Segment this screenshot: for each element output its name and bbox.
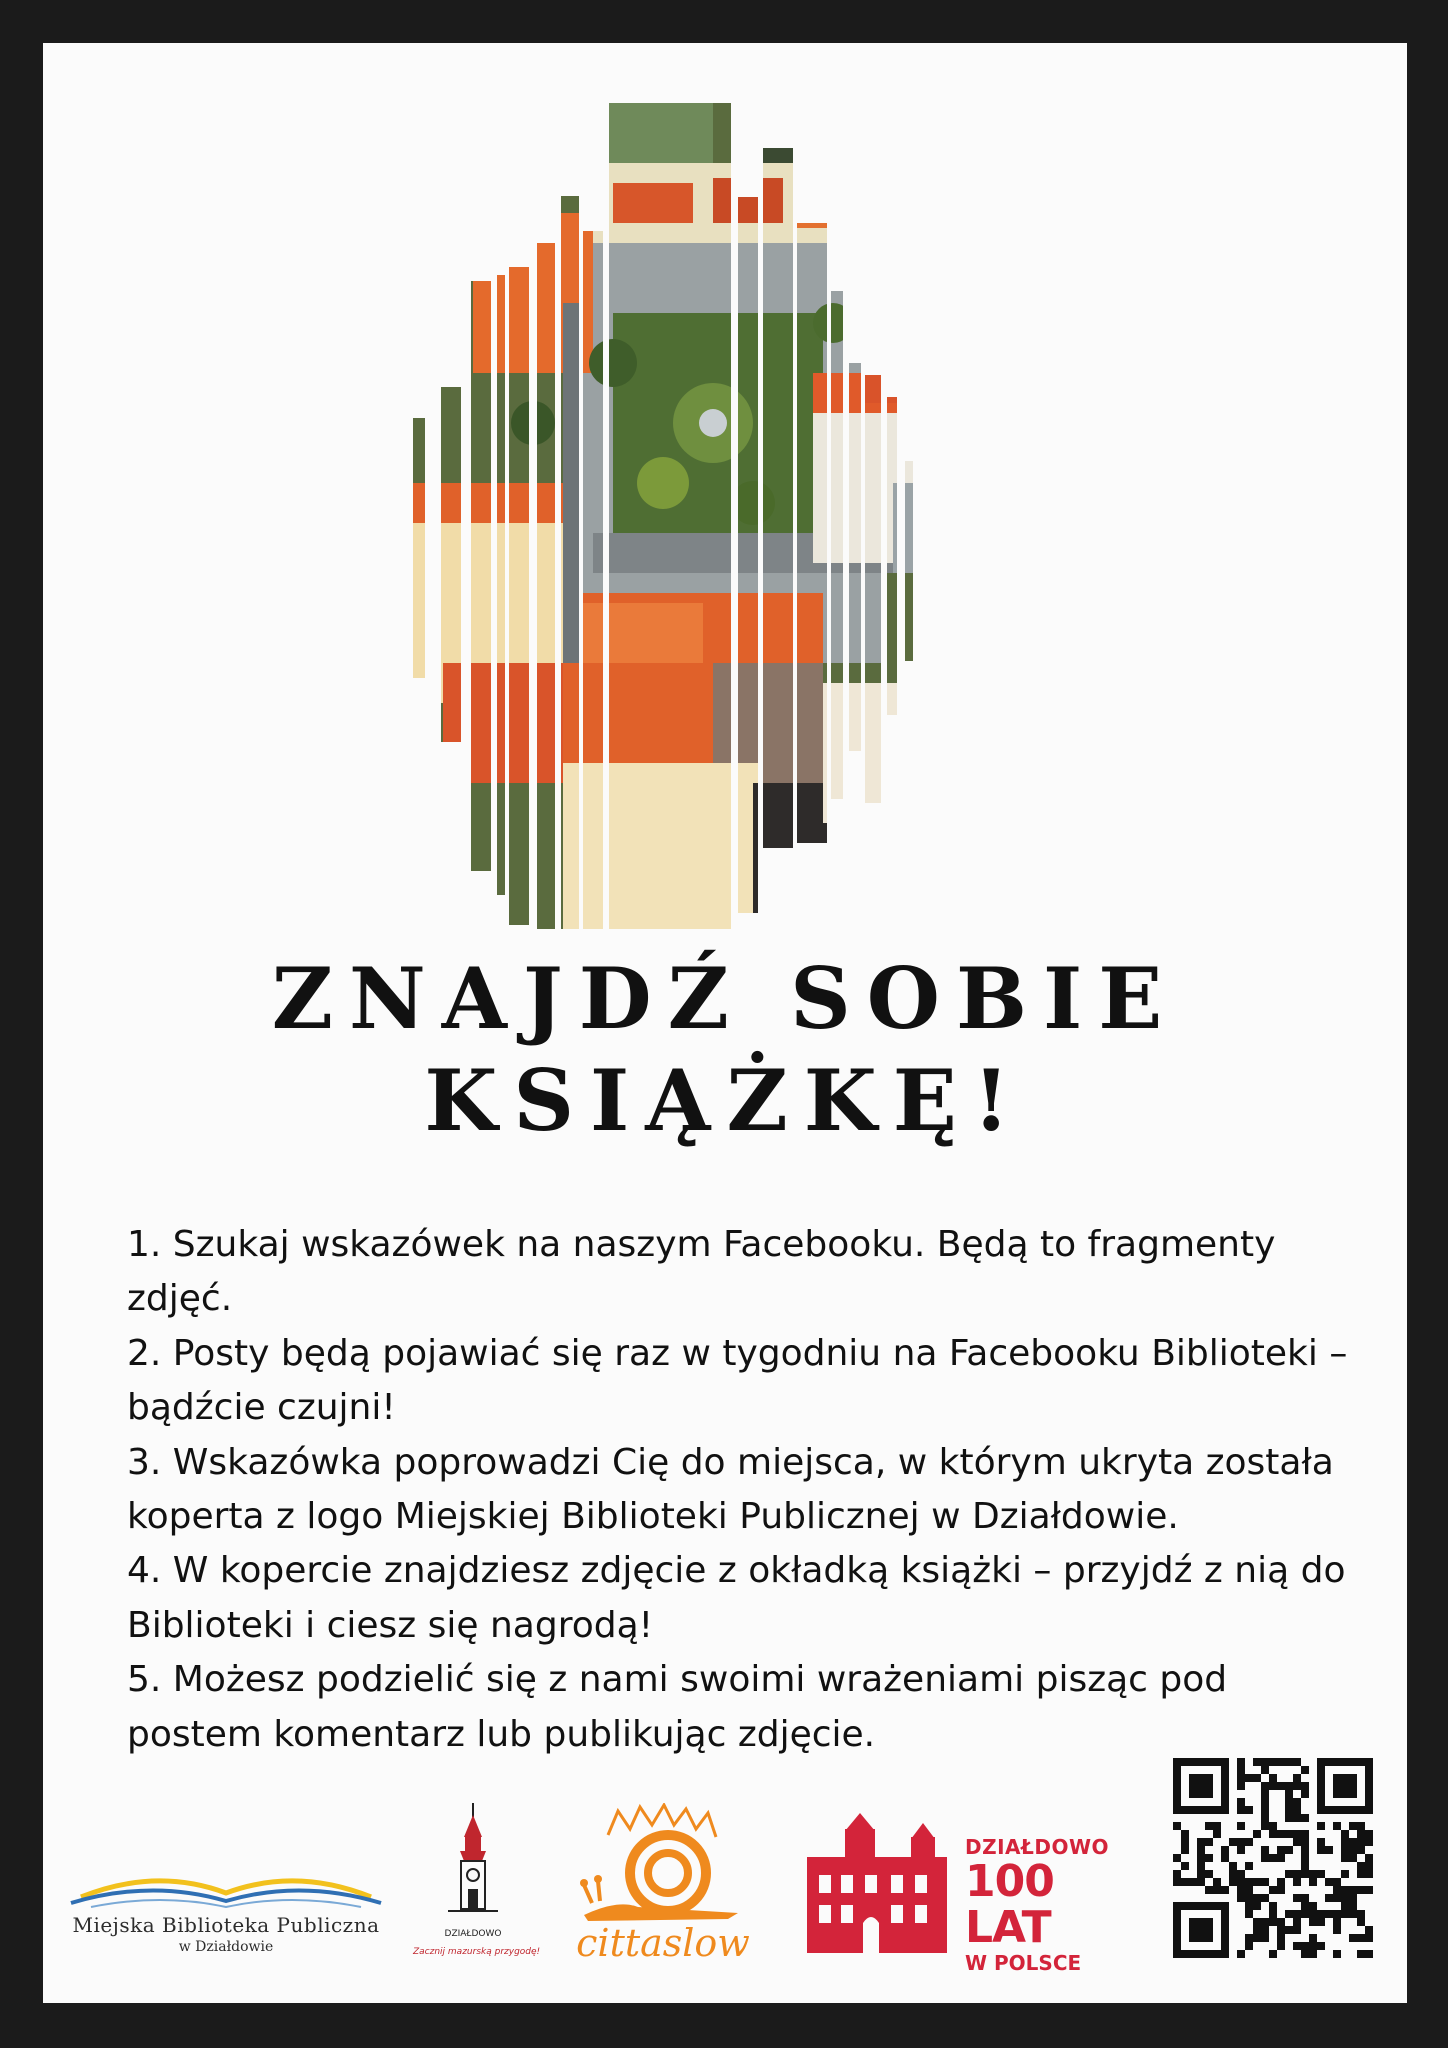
open-book-icon: [61, 1863, 391, 1909]
snail-icon: [578, 1803, 748, 1923]
instruction-4: 4. W kopercie znajdziesz zdjęcie z okładką książki – przyjdź z nią do Biblioteki i ciesz się nagrodą!: [127, 1550, 1346, 1646]
aerial-town-scene: [413, 63, 1053, 929]
dzialdowo-100-logo: [807, 1813, 1147, 1975]
library-name: Miejska Biblioteka Publiczna: [72, 1913, 380, 1937]
aerial-town-photo-strips: [413, 63, 1053, 929]
poster: [43, 43, 1407, 2003]
anniversary-line-1: DZIAŁDOWO: [965, 1835, 1110, 1859]
title-line-1: ZNAJDŹ SOBIE: [271, 949, 1179, 1048]
dzialdowo-slogan: Zacznij mazurską przygodę!: [413, 1947, 541, 1957]
aerial-photo-svg: [413, 63, 1053, 929]
library-subtitle: w Działdowie: [178, 1939, 274, 1955]
castle-icon: [807, 1813, 957, 1963]
anniversary-line-2: 100 LAT: [965, 1856, 1054, 1953]
instruction-5: 5. Możesz podzielić się z nami swoimi wrażeniami pisząc pod postem komentarz lub publikując zdjęcie.: [127, 1659, 1228, 1755]
instruction-3: 3. Wskazówka poprowadzi Cię do miejsca, w którym ukryta została koperta z logo Miejskiej Biblioteki Publicznej w Działdowie.: [127, 1441, 1334, 1538]
title-line-2: KSIĄŻKĘ!: [424, 1051, 1026, 1150]
cittaslow-text: cittaslow: [576, 1921, 750, 1965]
anniversary-line-3: W POLSCE: [965, 1951, 1082, 1975]
qr-code[interactable]: [1173, 1758, 1373, 1958]
sponsor-logos: [43, 1758, 1407, 1998]
instruction-2: 2. Posty będą pojawiać się raz w tygodniu na Facebooku Biblioteki – bądźcie czujni!: [127, 1332, 1348, 1429]
cittaslow-logo: [568, 1803, 758, 1965]
qr-code-graphic: [1173, 1758, 1373, 1958]
town-hall-tower-icon: [438, 1803, 508, 1923]
library-logo: [61, 1863, 391, 1955]
instruction-1: 1. Szukaj wskazówek na naszym Facebooku. Będą to fragmenty zdjęć.: [127, 1224, 1276, 1320]
anniversary-text: [965, 1835, 1147, 1975]
poster-title: [43, 948, 1407, 1152]
dzialdowo-logo: [413, 1803, 541, 1957]
instructions-list: [127, 1218, 1357, 1762]
dzialdowo-town-name: DZIAŁDOWO: [444, 1929, 502, 1939]
